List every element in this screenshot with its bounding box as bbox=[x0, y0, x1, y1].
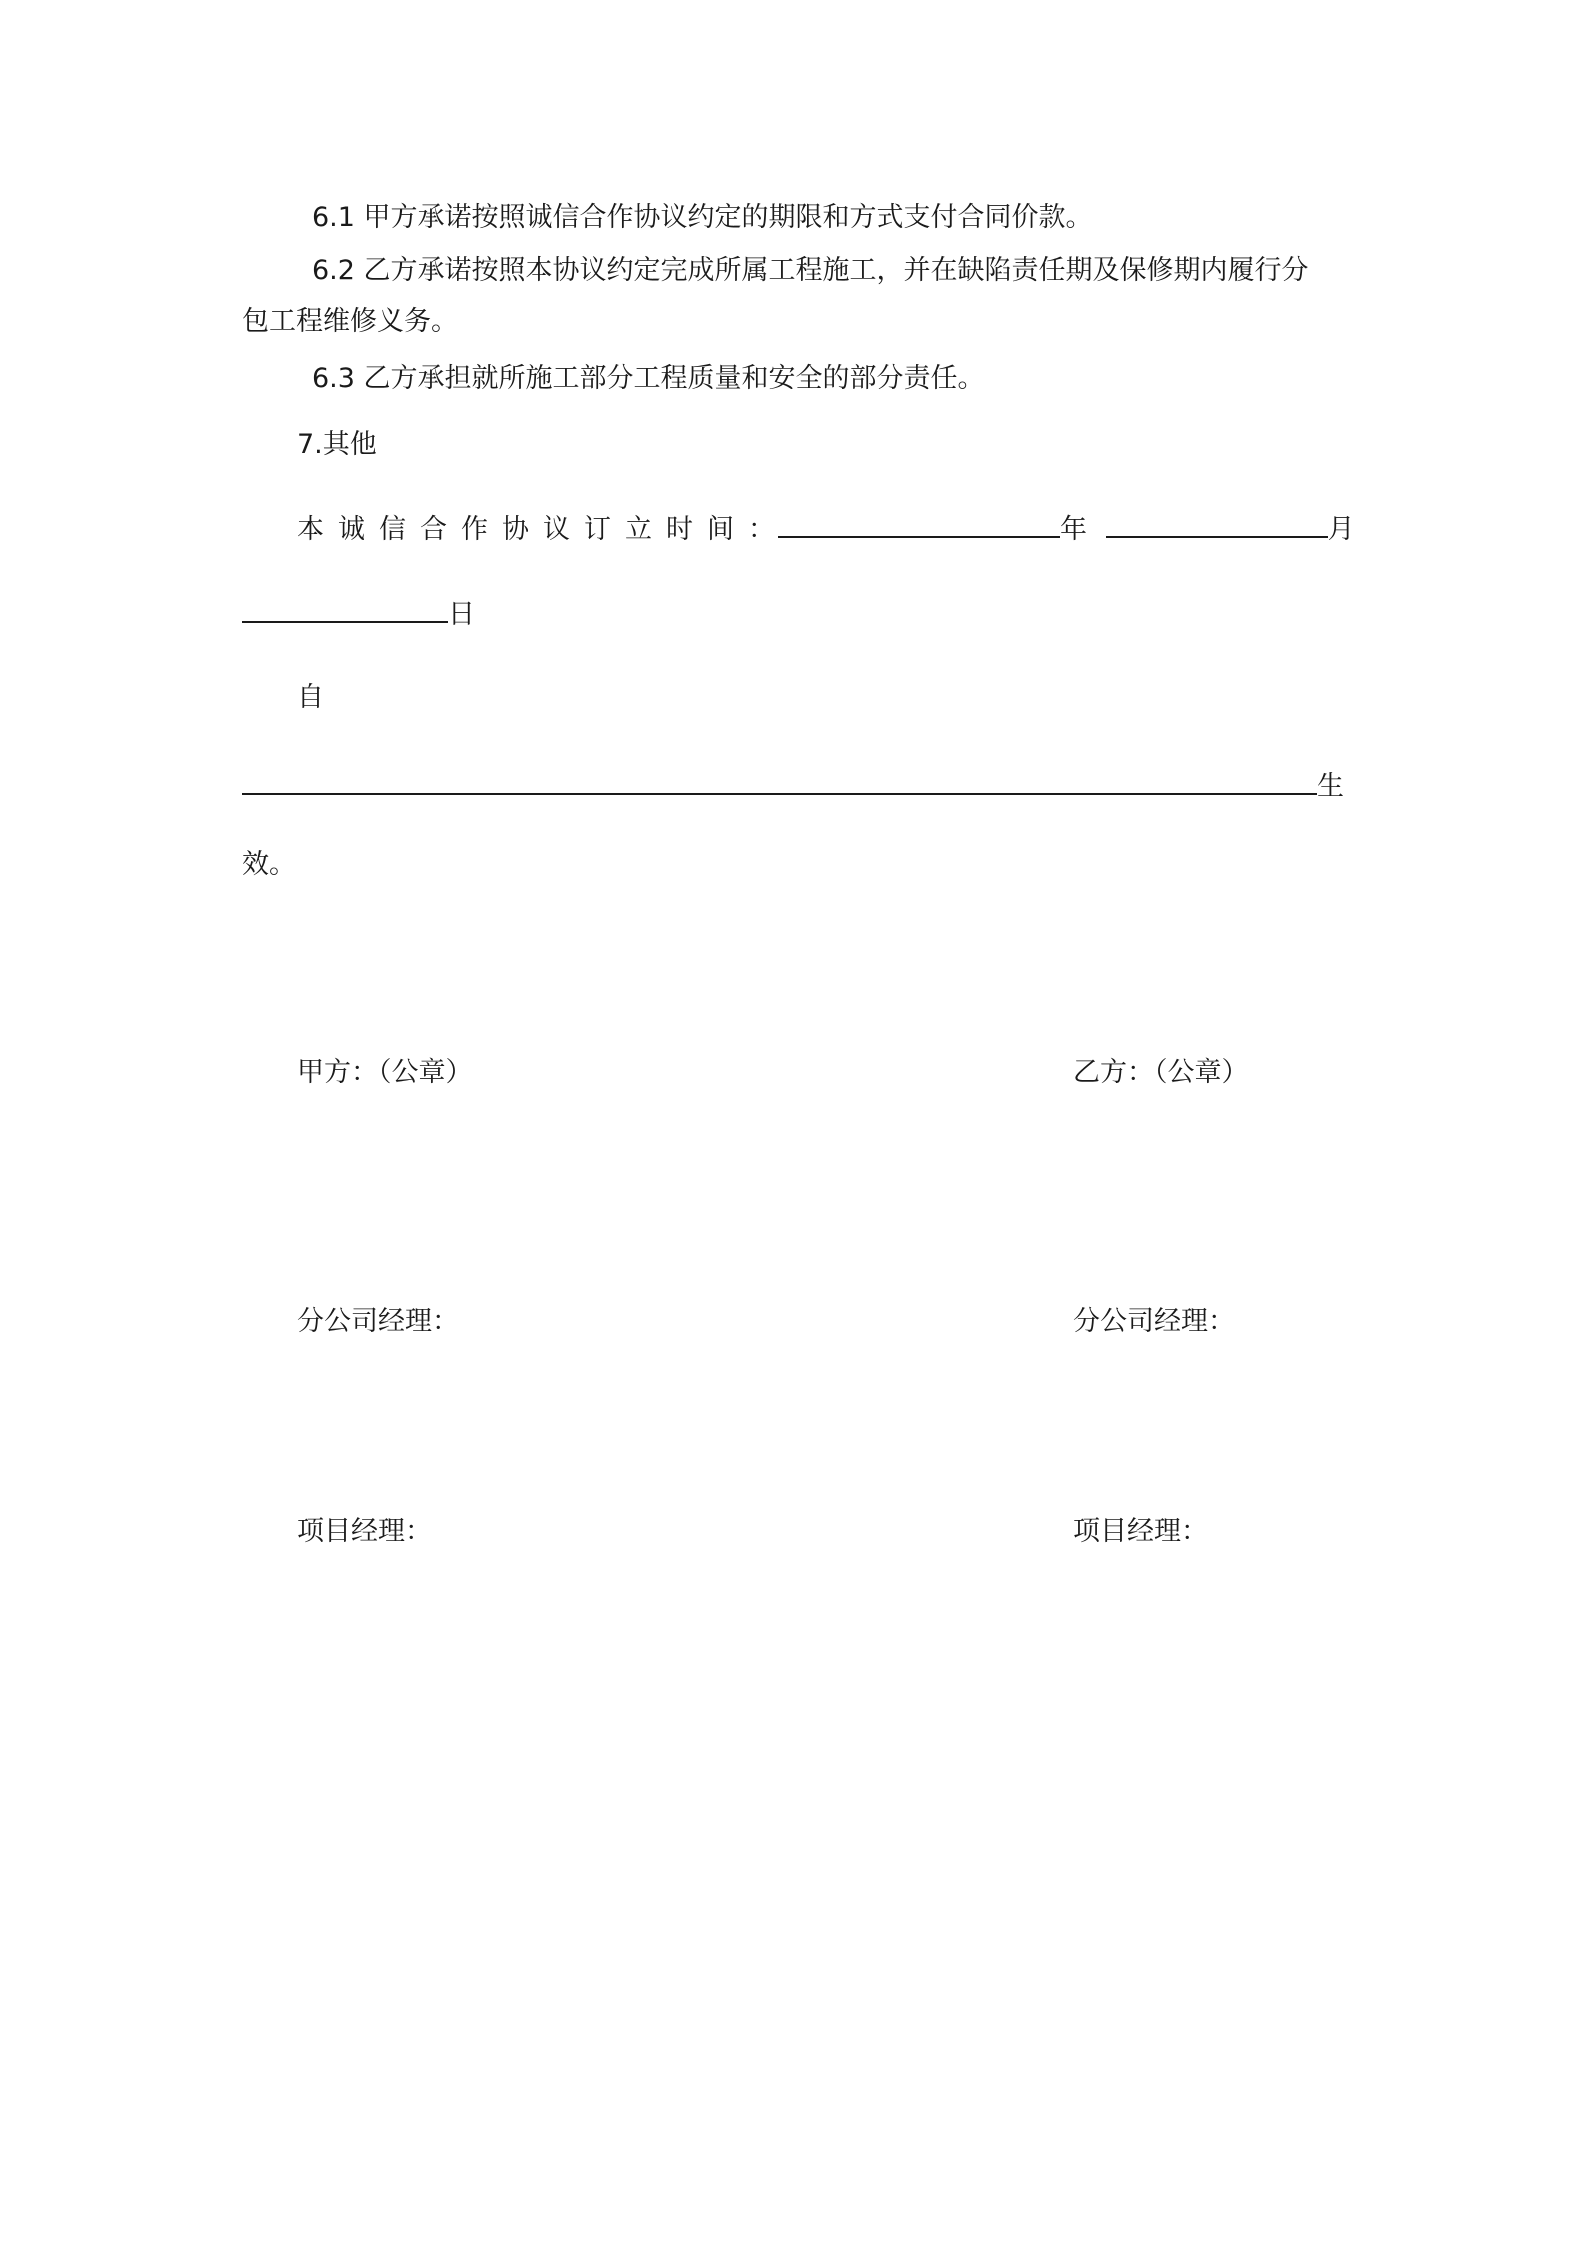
clause-6-2-line2: 包工程维修义务。 bbox=[242, 306, 458, 337]
month-blank bbox=[1106, 514, 1328, 538]
effective-end: 效。 bbox=[242, 849, 296, 880]
from-label: 自 bbox=[297, 682, 324, 713]
year-label: 年 bbox=[1060, 514, 1087, 545]
clause-6-3: 6.3 乙方承担就所施工部分工程质量和安全的部分责任。 bbox=[312, 363, 985, 394]
month-label: 月 bbox=[1327, 514, 1355, 545]
clause-6-1: 6.1 甲方承诺按照诚信合作协议约定的期限和方式支付合同价款。 bbox=[312, 202, 1093, 233]
party-b-project-manager: 项目经理： bbox=[1073, 1516, 1208, 1547]
section-7-heading: 7.其他 bbox=[297, 429, 377, 460]
date-label: 本诚信合作协议订立时间： bbox=[297, 514, 789, 545]
party-a-seal: 甲方：（公章） bbox=[297, 1057, 473, 1088]
party-b-seal: 乙方：（公章） bbox=[1073, 1057, 1249, 1088]
day-label: 日 bbox=[448, 599, 475, 630]
effective-line bbox=[242, 767, 1344, 807]
effective-start: 生 bbox=[1317, 771, 1344, 802]
day-line bbox=[242, 595, 475, 635]
day-blank bbox=[242, 599, 448, 623]
party-a-branch-manager: 分公司经理： bbox=[297, 1306, 459, 1337]
date-line bbox=[778, 510, 1355, 550]
party-b-branch-manager: 分公司经理： bbox=[1073, 1306, 1235, 1337]
party-a-project-manager: 项目经理： bbox=[297, 1516, 432, 1547]
year-blank bbox=[778, 514, 1060, 538]
clause-6-2-line1: 6.2 乙方承诺按照本协议约定完成所属工程施工，并在缺陷责任期及保修期内履行分 bbox=[312, 255, 1309, 286]
effective-blank bbox=[242, 771, 1317, 795]
